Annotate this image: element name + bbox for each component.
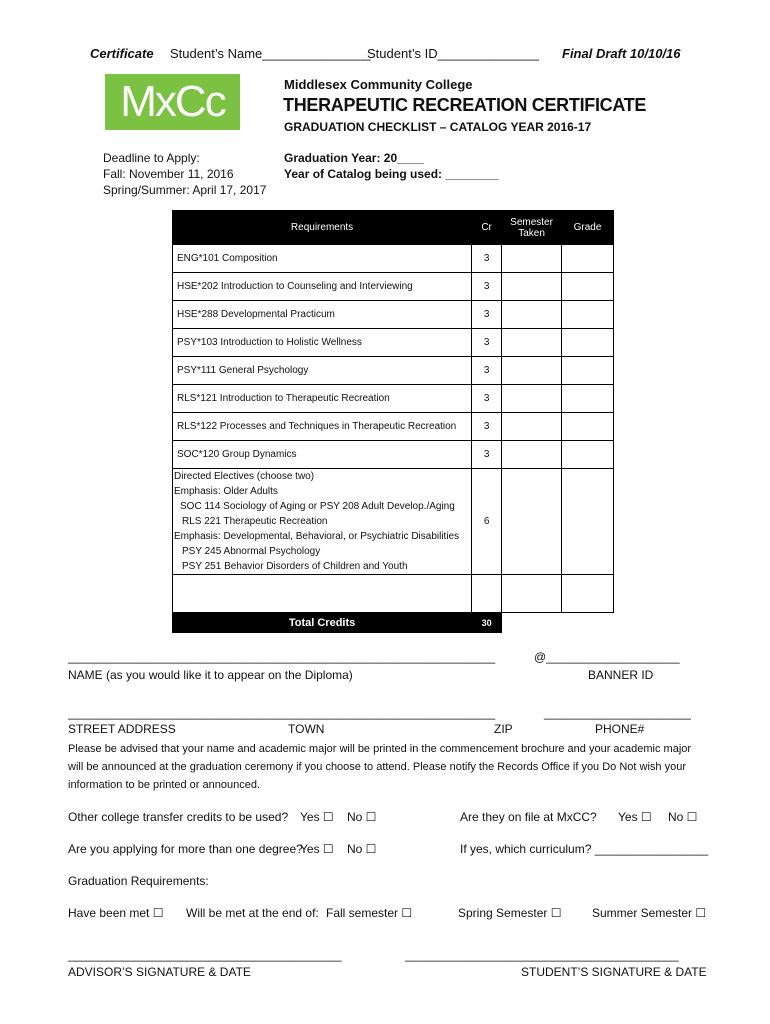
grade-cell[interactable] [562, 441, 614, 469]
grade-cell[interactable] [562, 357, 614, 385]
onfile-no-checkbox[interactable]: No ☐ [668, 810, 698, 824]
deadline-fall: Fall: November 11, 2016 [103, 167, 234, 181]
college-name: Middlesex Community College [284, 77, 473, 92]
street-label: STREET ADDRESS [68, 722, 176, 736]
banner-line[interactable]: @____________________ [534, 650, 680, 664]
grade-cell[interactable] [562, 413, 614, 441]
table-header-row [173, 211, 614, 245]
summer-checkbox[interactable]: Summer Semester ☐ [592, 906, 707, 920]
semester-cell[interactable] [502, 441, 562, 469]
student-signature-line[interactable]: _________________________________________ [405, 948, 679, 962]
certificate-label: Certificate [90, 46, 154, 61]
grad-requirements-label: Graduation Requirements: [68, 874, 209, 888]
requirement-credits: 3 [472, 273, 502, 301]
total-label: Total Credits [173, 613, 472, 633]
header-requirements: Requirements [173, 211, 472, 245]
requirement-credits: 3 [472, 441, 502, 469]
blank-row [173, 575, 614, 613]
student-signature-label: STUDENT’S SIGNATURE & DATE [521, 965, 707, 979]
header-semester: Semester Taken [502, 211, 562, 245]
mxcc-logo: MxCc [105, 74, 240, 130]
requirement-credits: 3 [472, 301, 502, 329]
transfer-yes-checkbox[interactable]: Yes ☐ [300, 810, 334, 824]
requirement-name: RLS*122 Processes and Techniques in Therapeutic Recreation [173, 413, 472, 441]
phone-line[interactable]: ______________________ [544, 706, 691, 720]
draft-label: Final Draft 10/10/16 [562, 46, 681, 61]
table-row [173, 385, 614, 413]
grade-cell[interactable] [562, 469, 614, 575]
semester-cell[interactable] [502, 357, 562, 385]
deadline-spring: Spring/Summer: April 17, 2017 [103, 183, 267, 197]
table-row [173, 301, 614, 329]
header-grade: Grade [562, 211, 614, 245]
grade-cell[interactable] [562, 301, 614, 329]
graduation-block [284, 150, 499, 182]
electives-cell: Directed Electives (choose two) Emphasis: Older Adults SOC 114 Sociology of Aging or PSY 208 Adult Develop./Aging RLS 221 Therapeutic Recreation Emphasis: Developmental, Behavioral, or Psychiatric Disabilities PSY 245 Abnormal Psychology PSY 251 Behavior Disorders of Children and Youth [173, 469, 472, 575]
onfile-yes-checkbox[interactable]: Yes ☐ [618, 810, 652, 824]
table-row [173, 441, 614, 469]
requirement-credits: 3 [472, 329, 502, 357]
name-line[interactable]: ________________________________________________________________ [68, 650, 496, 664]
electives-row [173, 469, 614, 575]
requirement-name: RLS*121 Introduction to Therapeutic Recreation [173, 385, 472, 413]
advisor-signature-label: ADVISOR’S SIGNATURE & DATE [68, 965, 251, 979]
phone-label: PHONE# [595, 722, 645, 736]
spring-checkbox[interactable]: Spring Semester ☐ [458, 906, 562, 920]
grade-cell[interactable] [562, 329, 614, 357]
table-row [173, 245, 614, 273]
page-title: THERAPEUTIC RECREATION CERTIFICATE [283, 95, 647, 115]
table-row [173, 413, 614, 441]
requirement-credits: 3 [472, 357, 502, 385]
electives-credits: 6 [472, 469, 502, 575]
onfile-question: Are they on file at MxCC? [460, 810, 597, 824]
semester-cell[interactable] [502, 329, 562, 357]
requirement-name: ENG*101 Composition [173, 245, 472, 273]
degree-no-checkbox[interactable]: No ☐ [347, 842, 377, 856]
requirement-name: SOC*120 Group Dynamics [173, 441, 472, 469]
grade-cell[interactable] [562, 385, 614, 413]
requirement-name: PSY*103 Introduction to Holistic Wellness [173, 329, 472, 357]
requirement-credits: 3 [472, 413, 502, 441]
name-label: NAME (as you would like it to appear on the Diploma) [68, 668, 353, 682]
will-be-met-label: Will be met at the end of: [186, 906, 319, 920]
semester-cell[interactable] [502, 301, 562, 329]
catalog-year-field[interactable]: Year of Catalog being used: ________ [284, 167, 499, 181]
requirement-credits: 3 [472, 385, 502, 413]
notice-paragraph: Please be advised that your name and academic major will be printed in the commencement brochure and your academic major will be announced at the graduation ceremony if you choose to attend. Please notify the Records Office if you Do Not wish your information to be printed or announced. [68, 743, 692, 791]
met-checkbox[interactable]: Have been met ☐ [68, 906, 164, 920]
grade-cell[interactable] [562, 273, 614, 301]
transfer-no-checkbox[interactable]: No ☐ [347, 810, 377, 824]
table-row [173, 357, 614, 385]
table-row [173, 329, 614, 357]
student-id-field[interactable]: Student’s ID______________ [367, 46, 539, 61]
semester-cell[interactable] [502, 273, 562, 301]
requirements-table [172, 210, 614, 633]
requirement-name: HSE*288 Developmental Practicum [173, 301, 472, 329]
banner-label: BANNER ID [588, 668, 654, 682]
semester-cell[interactable] [502, 245, 562, 273]
curriculum-field[interactable]: If yes, which curriculum? _________________ [460, 842, 709, 856]
deadline-label: Deadline to Apply: [103, 151, 200, 165]
requirement-name: HSE*202 Introduction to Counseling and Interviewing [173, 273, 472, 301]
transfer-question: Other college transfer credits to be used? [68, 810, 289, 824]
page-subtitle: GRADUATION CHECKLIST – CATALOG YEAR 2016-17 [284, 120, 592, 134]
semester-cell[interactable] [502, 413, 562, 441]
degree-yes-checkbox[interactable]: Yes ☐ [300, 842, 334, 856]
requirement-credits: 3 [472, 245, 502, 273]
header-credits: Cr [472, 211, 502, 245]
advisor-signature-line[interactable]: _________________________________________ [68, 948, 342, 962]
total-value: 30 [472, 613, 502, 633]
town-label: TOWN [288, 722, 325, 736]
requirement-name: PSY*111 General Psychology [173, 357, 472, 385]
deadline-block [103, 150, 266, 198]
semester-cell[interactable] [502, 385, 562, 413]
grade-cell[interactable] [562, 245, 614, 273]
graduation-year-field[interactable]: Graduation Year: 20____ [284, 151, 424, 165]
student-name-field[interactable]: Student’s Name_______________ [170, 46, 371, 61]
semester-cell[interactable] [502, 469, 562, 575]
address-line[interactable]: ________________________________________________________________ [68, 706, 496, 720]
degree-question: Are you applying for more than one degree? [68, 842, 303, 856]
total-row [173, 613, 614, 633]
table-row [173, 273, 614, 301]
zip-label: ZIP [494, 722, 513, 736]
fall-checkbox[interactable]: Fall semester ☐ [326, 906, 413, 920]
